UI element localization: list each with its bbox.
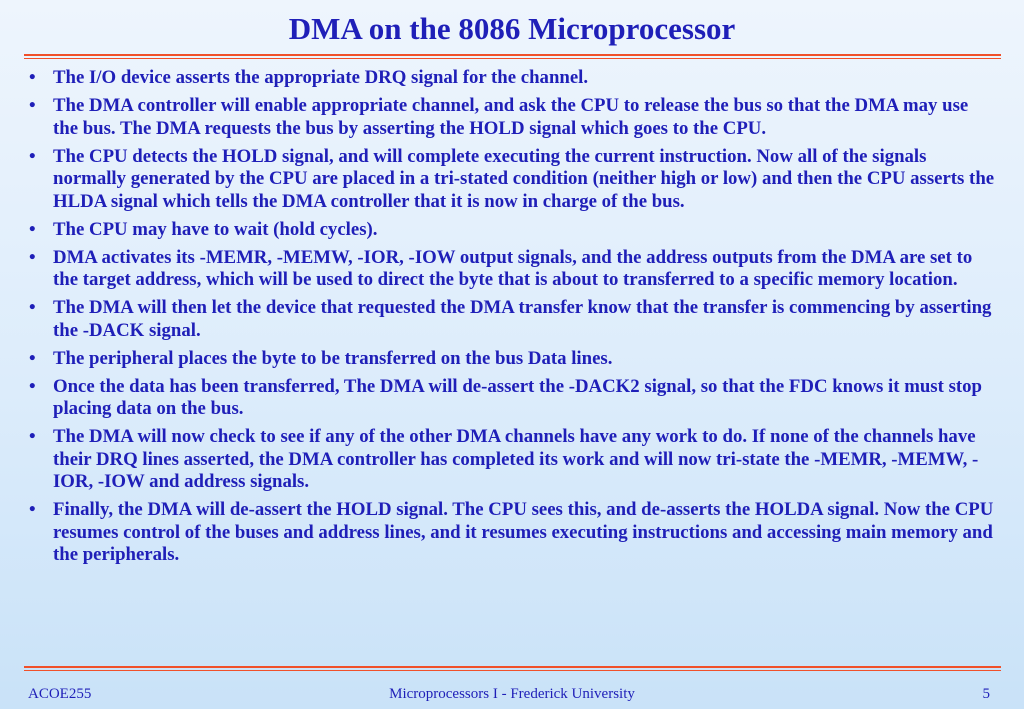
bullet-item	[29, 499, 995, 567]
bullet-item	[29, 67, 995, 90]
bullet-text: The DMA controller will enable appropriate channel, and ask the CPU to release the bus so that the DMA may use the bus. The DMA requests the bus by asserting the HOLD signal which goes to the CPU.	[53, 95, 969, 139]
footer-course: ACOE255	[28, 686, 92, 702]
title-divider	[24, 54, 1001, 59]
page-number: 5	[982, 686, 990, 702]
bullet-item	[29, 219, 995, 242]
bullet-dot-icon: •	[29, 347, 36, 369]
bullet-list	[29, 67, 995, 572]
bullet-text: DMA activates its -MEMR, -MEMW, -IOR, -IOW output signals, and the address outputs from the DMA are set to the target address, which will be used to direct the byte that is about to transferred to a specific memory location.	[53, 246, 973, 290]
footer-divider	[24, 666, 1001, 671]
bullet-item	[29, 426, 995, 494]
bullet-text: The peripheral places the byte to be transferred on the bus Data lines.	[53, 347, 613, 369]
bullet-item	[29, 297, 995, 342]
bullet-item	[29, 348, 995, 371]
bullet-dot-icon: •	[29, 95, 36, 116]
bullet-dot-icon: •	[29, 297, 36, 318]
bullet-text: The I/O device asserts the appropriate DRQ signal for the channel.	[53, 67, 589, 88]
bullet-dot-icon: •	[29, 218, 36, 240]
bullet-item	[29, 146, 995, 214]
bullet-item	[29, 376, 995, 421]
bullet-text: The CPU may have to wait (hold cycles).	[53, 218, 378, 240]
bullet-text: Finally, the DMA will de-assert the HOLD signal. The CPU sees this, and de-asserts the HOLDA signal. Now the CPU resumes control of the buses and address lines, and it resumes executing instructions and accessing main memory and the peripherals.	[53, 499, 994, 565]
bullet-dot-icon: •	[29, 375, 36, 397]
bullet-dot-icon: •	[29, 145, 36, 167]
slide-title: DMA on the 8086 Microprocessor	[288, 11, 736, 46]
bullet-dot-icon: •	[29, 499, 36, 520]
footer-title: Microprocessors I - Frederick University	[389, 686, 635, 702]
bullet-text: The DMA will then let the device that requested the DMA transfer know that the transfer is commencing by asserting the -DACK signal.	[53, 297, 992, 341]
bullet-dot-icon: •	[29, 426, 36, 447]
bullet-text: Once the data has been transferred, The DMA will de-assert the -DACK2 signal, so that the FDC knows it must stop placing data on the bus.	[53, 375, 982, 419]
bullet-item	[29, 95, 995, 140]
bullet-text: The CPU detects the HOLD signal, and will complete executing the current instruction. Now all of the signals normally generated by the CPU are placed in a tri-stated condition (neither high or low) and then the CPU asserts the HLDA signal which tells the DMA controller that it is now in charge of the bus.	[53, 145, 995, 212]
bullet-dot-icon: •	[29, 67, 36, 88]
bullet-item	[29, 247, 995, 292]
bullet-text: The DMA will now check to see if any of the other DMA channels have any work to do. If none of the channels have their DRQ lines asserted, the DMA controller has completed its work and will now tri-state the -MEMR, -MEMW, -IOR, -IOW and address signals.	[53, 426, 979, 492]
bullet-dot-icon: •	[29, 246, 36, 268]
